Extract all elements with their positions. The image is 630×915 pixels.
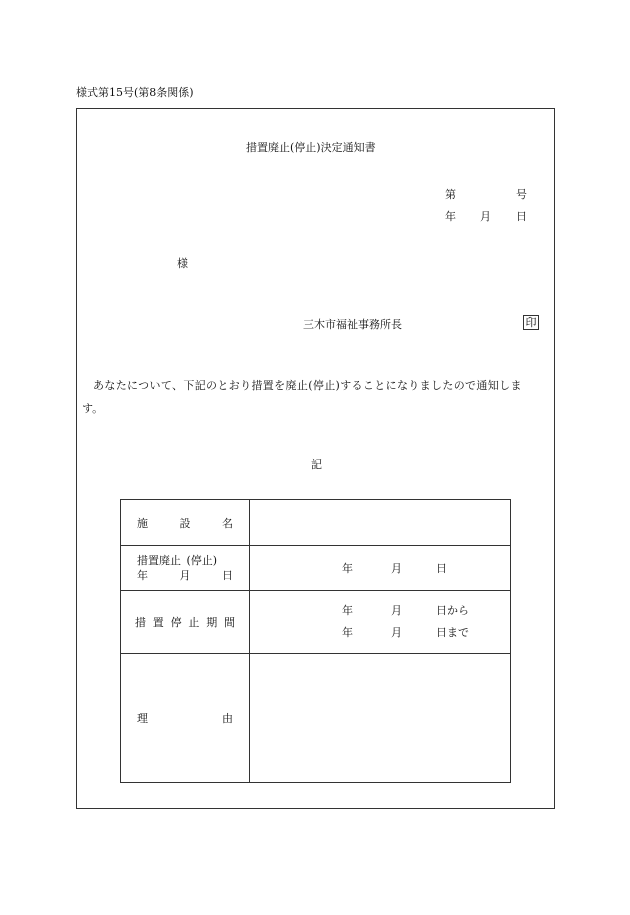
reference-number-prefix: 第 xyxy=(445,188,456,201)
facility-name-label xyxy=(121,500,250,546)
period-label-char: 間 xyxy=(223,616,235,629)
issue-date-day: 日 xyxy=(516,210,527,223)
reason-label xyxy=(121,654,250,783)
table-row-reason xyxy=(121,654,511,783)
period-label-char: 止 xyxy=(188,616,200,629)
period-label-char: 停 xyxy=(170,616,182,629)
addressee-suffix: 様 xyxy=(177,257,188,270)
period-label-char: 措 xyxy=(135,616,146,629)
form-number: 様式第15号(第8条関係) xyxy=(76,86,194,99)
table-row-date xyxy=(121,546,511,591)
issue-date-year: 年 xyxy=(445,210,456,223)
date-month: 月 xyxy=(391,562,402,575)
date-label-paren: (停止) xyxy=(186,554,218,567)
date-label-text: 措置廃止 xyxy=(137,554,181,567)
facility-label-char: 名 xyxy=(222,516,233,530)
record-table xyxy=(120,499,511,783)
date-year: 年 xyxy=(342,562,353,575)
ki-heading: 記 xyxy=(311,458,322,471)
reference-number-suffix: 号 xyxy=(516,188,527,201)
date-label-year: 年 xyxy=(137,569,148,582)
document-title: 措置廃止(停止)決定通知書 xyxy=(246,141,376,154)
issue-date-month: 月 xyxy=(480,210,491,223)
period-label-char: 置 xyxy=(152,616,164,629)
period-to-day: 日まで xyxy=(436,626,469,639)
facility-label-char: 設 xyxy=(179,516,191,530)
seal-mark: 印 xyxy=(523,315,539,330)
period-from-year: 年 xyxy=(342,604,353,617)
table-row-facility xyxy=(121,500,511,546)
body-text-line2: す。 xyxy=(82,402,104,415)
facility-label-char: 施 xyxy=(137,516,148,530)
period-label-char: 期 xyxy=(206,616,218,629)
reason-label-char: 理 xyxy=(137,712,148,725)
period-from-day: 日から xyxy=(436,604,469,617)
abolition-date-value xyxy=(250,546,511,591)
issuer-name: 三木市福祉事務所長 xyxy=(303,318,402,331)
date-label-day: 日 xyxy=(222,569,233,582)
reason-value xyxy=(250,654,511,783)
facility-name-value xyxy=(250,500,511,546)
body-text-line1: あなたについて、下記のとおり措置を廃止(停止)することになりましたので通知しま xyxy=(93,379,522,392)
period-to-year: 年 xyxy=(342,626,353,639)
suspension-period-label xyxy=(121,591,250,654)
table-row-period xyxy=(121,591,511,654)
date-day: 日 xyxy=(436,562,447,575)
period-from-month: 月 xyxy=(391,604,402,617)
period-to-month: 月 xyxy=(391,626,402,639)
abolition-date-label xyxy=(121,546,250,591)
reason-label-char: 由 xyxy=(222,712,233,725)
date-label-month: 月 xyxy=(179,569,191,582)
suspension-period-value xyxy=(250,591,511,654)
